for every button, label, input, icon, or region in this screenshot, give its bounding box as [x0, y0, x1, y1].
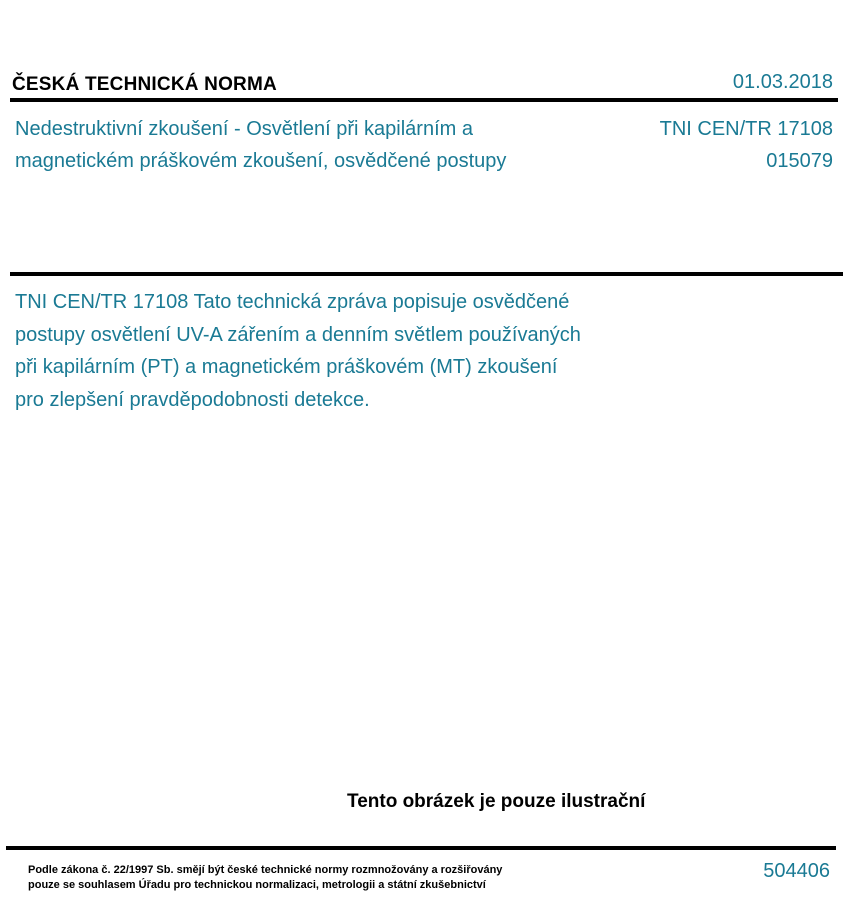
- standard-code: TNI CEN/TR 17108: [659, 118, 833, 140]
- middle-divider: [10, 272, 843, 276]
- legal-notice: [28, 863, 588, 893]
- abstract-line-4: pro zlepšení pravděpodobnosti detekce.: [15, 388, 370, 411]
- illustrative-note: Tento obrázek je pouze ilustrační: [347, 791, 646, 812]
- legal-notice-line-2: pouze se souhlasem Úřadu pro technickou normalizaci, metrologii a státní zkušebnictví: [28, 879, 486, 891]
- document-type-title: ČESKÁ TECHNICKÁ NORMA: [12, 74, 277, 95]
- abstract-line-2: postupy osvětlení UV-A zářením a denním světlem používaných: [15, 323, 581, 346]
- standard-title-line-2: magnetickém práškovém zkoušení, osvědčené postupy: [15, 150, 507, 172]
- publication-date: 01.03.2018: [732, 71, 833, 93]
- top-divider: [10, 98, 838, 102]
- document-number: 504406: [763, 860, 830, 882]
- abstract-line-1: TNI CEN/TR 17108 Tato technická zpráva popisuje osvědčené: [15, 291, 570, 313]
- abstract-text: [15, 286, 635, 416]
- legal-notice-line-1: Podle zákona č. 22/1997 Sb. smějí být české technické normy rozmnožovány a rozšiřovány: [28, 864, 503, 876]
- standard-identifiers: [660, 113, 833, 177]
- bottom-divider: [6, 846, 836, 850]
- classification-number: 015079: [766, 150, 833, 172]
- abstract-line-3: při kapilárním (PT) a magnetickém práškovém (MT) zkoušení: [15, 356, 558, 378]
- standard-title-line-1: Nedestruktivní zkoušení - Osvětlení při kapilárním a: [15, 118, 473, 140]
- standard-title: [15, 113, 595, 177]
